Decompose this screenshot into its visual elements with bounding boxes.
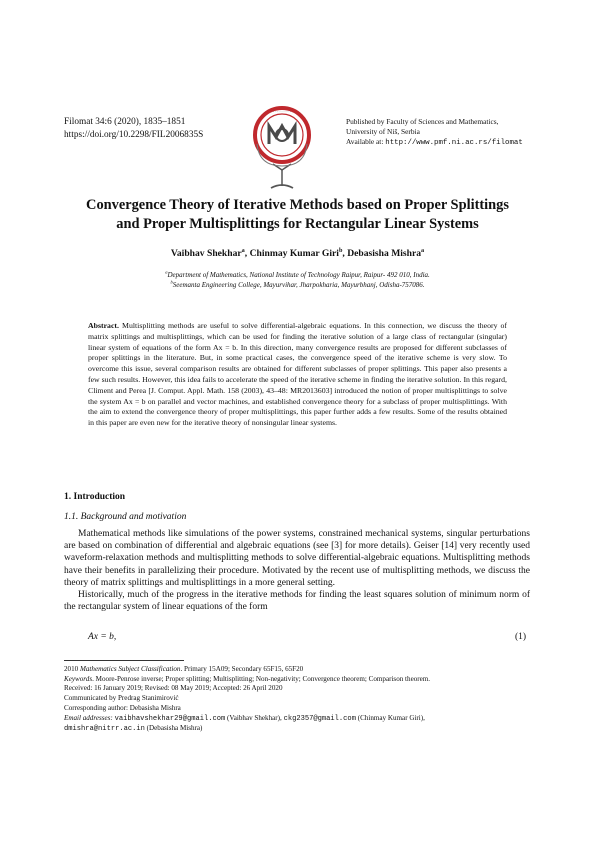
available-at <box>346 137 546 148</box>
title-line-2: and Proper Multisplittings for Rectangular Linear Systems <box>116 215 479 232</box>
affiliation-sup: a <box>165 269 168 275</box>
available-label: Available at: <box>346 137 386 146</box>
publisher-info <box>346 117 546 148</box>
keywords-line <box>64 675 534 685</box>
paper-title <box>40 196 555 233</box>
author-name: Chinmay Kumar Giri <box>249 248 339 259</box>
publisher-line-1: Published by Faculty of Sciences and Mathematics, <box>346 117 499 126</box>
section-heading: 1. Introduction <box>64 492 126 502</box>
body-text <box>64 528 530 613</box>
email-owner: (Chinmay Kumar Giri), <box>355 713 425 722</box>
paragraph: Mathematical methods like simulations of the power systems, constrained mechanical systems, singular perturbations are based on combination of differential and algebraic equations (see [3] for more details). Geiser [14] very recently used waveform-relaxation methods and multisplitting methods to solve differential-algebraic equations. Multisplitting methods have their benefits in parallelizing their procedure. Motivated by the recent use of multisplitting methods, we discuss the theory of matrix splittings and multisplittings in a more general setting. <box>64 529 530 588</box>
equation: Ax = b, <box>88 632 117 642</box>
msc-line <box>64 665 534 675</box>
abstract-text: Multisplitting methods are useful to solve differential-algebraic equations. In this connection, we discuss the theory of matrix splittings and multisplittings, which can be used for finding the iterative solution of a large class of rectangular (singular) linear system of equations of the form Ax = b. In this direction, many convergence results are proposed for different subclasses of proper splittings in the literature. But, in some practical cases, the convergence speed of the iterative scheme is very slow. To overcome this issue, several comparison results are obtained for different subclasses of proper splittings. This paper also presents a few such results. However, this idea fails to accelerate the speed of the iterative scheme in finding the iterative solution. In this regard, Climent and Perea [J. Comput. Appl. Math. 158 (2003), 43–48: MR2013603] introduced the notion of proper multisplittings to solve the system Ax = b on parallel and vector machines, and established convergence theory for a subclass of proper multisplittings. With the aim to extend the convergence theory of proper multisplittings, this paper further adds a few results. Some of the results obtained in this paper are even new for the iterative theory of nonsingular linear systems. <box>88 321 507 428</box>
affiliation-sup: b <box>170 279 173 285</box>
affiliation-b <box>40 281 555 291</box>
title-line-1: Convergence Theory of Iterative Methods based on Proper Splittings <box>86 197 509 213</box>
doi-link[interactable]: https://doi.org/10.2298/FIL2006835S <box>64 129 204 140</box>
filomat-url[interactable]: http://www.pmf.ni.ac.rs/filomat <box>385 139 523 147</box>
email-link[interactable]: ckg2357@gmail.com <box>283 714 356 723</box>
email-label: Email addresses: <box>64 713 115 722</box>
msc-text: . Primary 15A09; Secondary 65F15, 65F20 <box>180 665 304 673</box>
footnotes <box>64 665 534 735</box>
svg-text:· · · · · · · · ·: · · · · · · · · · <box>273 110 291 114</box>
affiliations <box>40 271 555 290</box>
filomat-logo <box>251 104 313 192</box>
publisher-line-2: University of Niš, Serbia <box>346 127 420 136</box>
email-owner: (Vaibhav Shekhar), <box>225 713 284 722</box>
author-name: Debasisha Mishra <box>347 248 422 259</box>
keywords-text: . Moore-Penrose inverse; Proper splitting; Multisplitting; Non-negativity; Convergence theorem; Comparison theorem. <box>92 674 431 683</box>
affiliation-text: Seemanta Engineering College, Mayurvihar, Jharpokharia, Mayurbhanj, Odisha-757086. <box>172 280 425 289</box>
affiliation-text: Department of Mathematics, National Institute of Technology Raipur, Raipur- 492 010, India. <box>167 271 430 279</box>
communicated-line: Communicated by Predrag Stanimirović <box>64 694 179 703</box>
keywords-label: Keywords <box>64 674 93 683</box>
author-name: Vaibhav Shekhar <box>170 248 242 259</box>
subsection-heading: 1.1. Background and motivation <box>64 512 187 522</box>
email-link[interactable]: vaibhavshekhar29@gmail.com <box>114 714 226 723</box>
paragraph: Historically, much of the progress in the iterative methods for finding the least squares solution of minimum norm of the rectangular system of linear equations of the form <box>64 590 530 613</box>
emails-line-2 <box>64 724 534 735</box>
footnote-rule <box>64 660 184 661</box>
corresponding-line: Corresponding author: Debasisha Mishra <box>64 703 181 712</box>
equation-number: (1) <box>515 632 527 642</box>
author-list: Vaibhav Shekhar$^a$, Chinmay Kumar Giri$^b$, Debasisha Mishra$^a$ <box>170 246 425 259</box>
email-owner: (Debasisha Mishra) <box>144 724 203 733</box>
abstract <box>88 321 507 429</box>
author-sup: b <box>338 246 343 254</box>
email-link[interactable]: dmishra@nitrr.ac.in <box>64 725 145 734</box>
journal-line: Filomat 34:6 (2020), 1835–1851 <box>64 117 186 127</box>
msc-label: Mathematics Subject Classification <box>79 665 181 673</box>
affiliation-a <box>40 271 555 281</box>
author-sup: a <box>421 246 425 254</box>
author-sup: a <box>241 246 245 254</box>
abstract-label: Abstract. <box>88 321 119 330</box>
msc-year: 2010 <box>64 665 80 673</box>
received-line: Received: 16 January 2019; Revised: 08 May 2019; Accepted: 26 April 2020 <box>64 684 283 693</box>
emails-line <box>64 714 534 725</box>
journal-header <box>64 116 203 141</box>
